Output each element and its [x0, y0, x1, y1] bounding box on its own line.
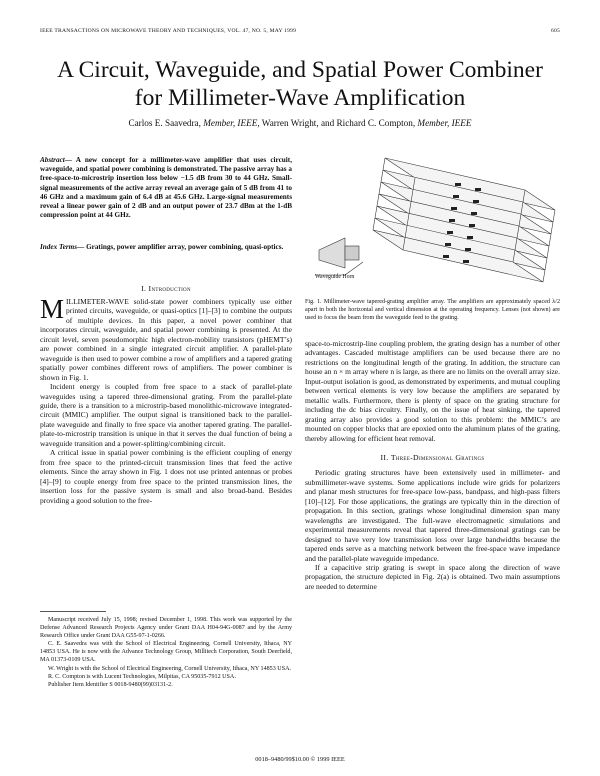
right-column-text	[305, 339, 560, 591]
section-heading-introduction	[40, 284, 292, 293]
abstract-label: Abstract—	[40, 156, 72, 164]
right-paragraph-2: Periodic grating structures have been extensively used in millimeter- and submillimeter-wave systems. Some applications include wire grids for polarizers and planar mesh structures for free-space low-pass, bandpass, and high-pass filters [10]–[12]. For those applications, the gratings are typically thin in the direction of propagation. In this section, gratings whose longitudinal dimension span many wavelengths are investigated. The full-wave electromagnetic simulations and experimental measurements reveal that tapered three-dimensional gratings can be designed to have very low transmission loss over large bandwidths because the tapered ends serve as a matching network between the free-space wave impedance and the parallel-plate waveguide impedance.	[305, 468, 560, 563]
footnote-saavedra: C. E. Saavedra was with the School of Electrical Engineering, Cornell University, Ithaca, NY 14853 USA. He is now with the Advance Technology Group, Millitech Corporation, South Deerfield, MA 01373-0109 USA.	[40, 641, 292, 664]
page-number: 605	[551, 28, 560, 34]
intro-paragraph-1: MILLIMETER-WAVE solid-state power combiners typically use either printed circuits, waveguide, or quasi-optics [1]–[3] to combine the outputs of multiple devices. In this paper, a novel power combiner that incorporates circuit, waveguide, and spatial power combining is presented. At the circuit level, seven pseudomorphic high electron-mobility transistors (pHEMT’s) are power combined in a single integrated circuit amplifier. A parallel-plate waveguide is then used to power combine a row of amplifiers and a tapered grating spatially power combines different rows of amplifiers. The power combiner is shown in Fig. 1.	[40, 294, 292, 382]
figure-1	[315, 150, 560, 290]
footnote-manuscript: Manuscript received July 15, 1998; revised December 1, 1998. This work was supported by the Defense Advanced Research Projects Agency under Grant DAA H04-94G-0087 and by the Army Research Office under Grant DAA G55-97-1-0266.	[40, 617, 292, 640]
paper-title	[20, 56, 580, 112]
footnote-publisher-id: Publisher Item Identifier S 0018-9480(99)03131-2.	[48, 681, 173, 688]
copyright-footer: 0018–9480/99$10.00 © 1999 IEEE	[255, 756, 345, 763]
section-heading-gratings	[305, 453, 560, 462]
section-1-title: Introduction	[148, 284, 191, 293]
journal-name: IEEE TRANSACTIONS ON MICROWAVE THEORY AND TECHNIQUES, VOL. 47, NO. 5, MAY 1999	[40, 28, 297, 34]
grating-array-illustration	[315, 150, 560, 290]
author-1: Carlos E. Saavedra,	[128, 118, 201, 128]
abstract	[40, 156, 292, 220]
index-terms-text: Gratings, power amplifier array, power combining, quasi-optics.	[84, 243, 284, 251]
footnote-rule	[40, 611, 106, 612]
intro-paragraph-3: A critical issue in spatial power combining is the efficient coupling of energy from free space to the printed-circuit transmission lines that feed the active elements. Since the array shown in Fig. 1 does not use printed antennas or probes [4]–[9] to couple energy from free space to the printed transmission lines, the insertion loss for the passive system is small and also broad-band. Besides providing a good solution to the free-	[40, 448, 292, 505]
figure-label-waveguide-horn: Waveguide Horn	[315, 274, 355, 280]
waveguide-horn-icon	[315, 238, 363, 275]
figure-1-caption: Fig. 1. Millimeter-wave tapered-grating amplifier array. The amplifiers are approximately spaced λ/2 apart in both the horizontal and vertical dimension at the operating frequency. Lenses (not shown) are used to focus the beam from the waveguide feed to the grating.	[305, 299, 560, 322]
author-2: Warren Wright, and Richard C. Compton,	[261, 118, 416, 128]
running-head	[40, 28, 560, 34]
section-2-number: II.	[380, 452, 389, 462]
drop-cap: M	[40, 294, 65, 324]
author-3-role: Member, IEEE	[417, 118, 472, 128]
grating-plates	[373, 158, 555, 282]
footnote-compton: R. C. Compton is with Lucent Technologies, Milpitas, CA 95035-7912 USA.	[48, 673, 236, 680]
title-line-1: A Circuit, Waveguide, and Spatial Power Combiner	[57, 57, 543, 83]
abstract-text: A new concept for a millimeter-wave amplifier that uses circuit, waveguide, and spatial power combining is demonstrated. The passive array has a free-space-to-microstrip insertion loss below −1.5 dB from 30 to 44 GHz. Small-signal measurements of the active array reveal an average gain of 5 dB from 41 to 46 GHz and a maximum gain of 6.4 dB at 45.6 GHz. Large-signal measurements reveal a linear power gain of 2 dB and an output power of 23.7 dBm at the 1-dB compression point at 44 GHz.	[40, 156, 292, 220]
introduction-body	[40, 294, 292, 505]
author-1-role: Member, IEEE,	[203, 118, 260, 128]
index-terms	[40, 243, 292, 252]
intro-paragraph-2: Incident energy is coupled from free space to a stack of parallel-plate waveguides using a tapered three-dimensional grating. From the parallel-plate guide, there is a transition to a microstrip-based monolithic-microwave integrated-circuit (MMIC) amplifier. The output signal is transitioned back to the parallel-plate waveguide and finally to free space via another tapered grating. The parallel-plate-to-microstrip transition is unique in that it serves the dual function of being a waveguide transition and a power-splitting/combining circuit.	[40, 382, 292, 448]
right-paragraph-1: space-to-microstrip-line coupling problem, the grating design has a number of other advantages. Cascaded multistage amplifiers can be used because there are no restrictions on the longitudinal length of the grating. In addition, the structure can house an n × m array where n is large, as there are no limits on the overall array size. Input-output isolation is good, as demonstrated by experiments, and mutual coupling between vertical elements is very low because the amplifiers are separated by metallic walls. Furthermore, there is plenty of space on the grating structure for including the dc bias circuitry. Finally, on the issue of heat sinking, the tapered grating array also provides a good solution to this problem: the MMIC’s are mounted on copper blocks that are epoxied onto the aluminum plates of the grating, thereby allowing for efficient heat removal.	[305, 339, 560, 443]
footnote-wright: W. Wright is with the School of Electrical Engineering, Cornell University, Ithaca, NY 14853 USA.	[48, 665, 292, 672]
section-1-number: I.	[141, 284, 147, 293]
title-line-2: for Millimeter-Wave Amplification	[134, 85, 466, 111]
right-paragraph-3: If a capacitive strip grating is swept in space along the direction of wave propagation, the structure depicted in Fig. 2(a) is obtained. Two main assumptions are needed to determine	[305, 562, 560, 591]
author-line	[20, 118, 580, 128]
index-terms-label: Index Terms—	[40, 243, 85, 251]
footnotes	[40, 616, 292, 689]
section-2-title: Three-Dimensional Gratings	[390, 452, 485, 462]
